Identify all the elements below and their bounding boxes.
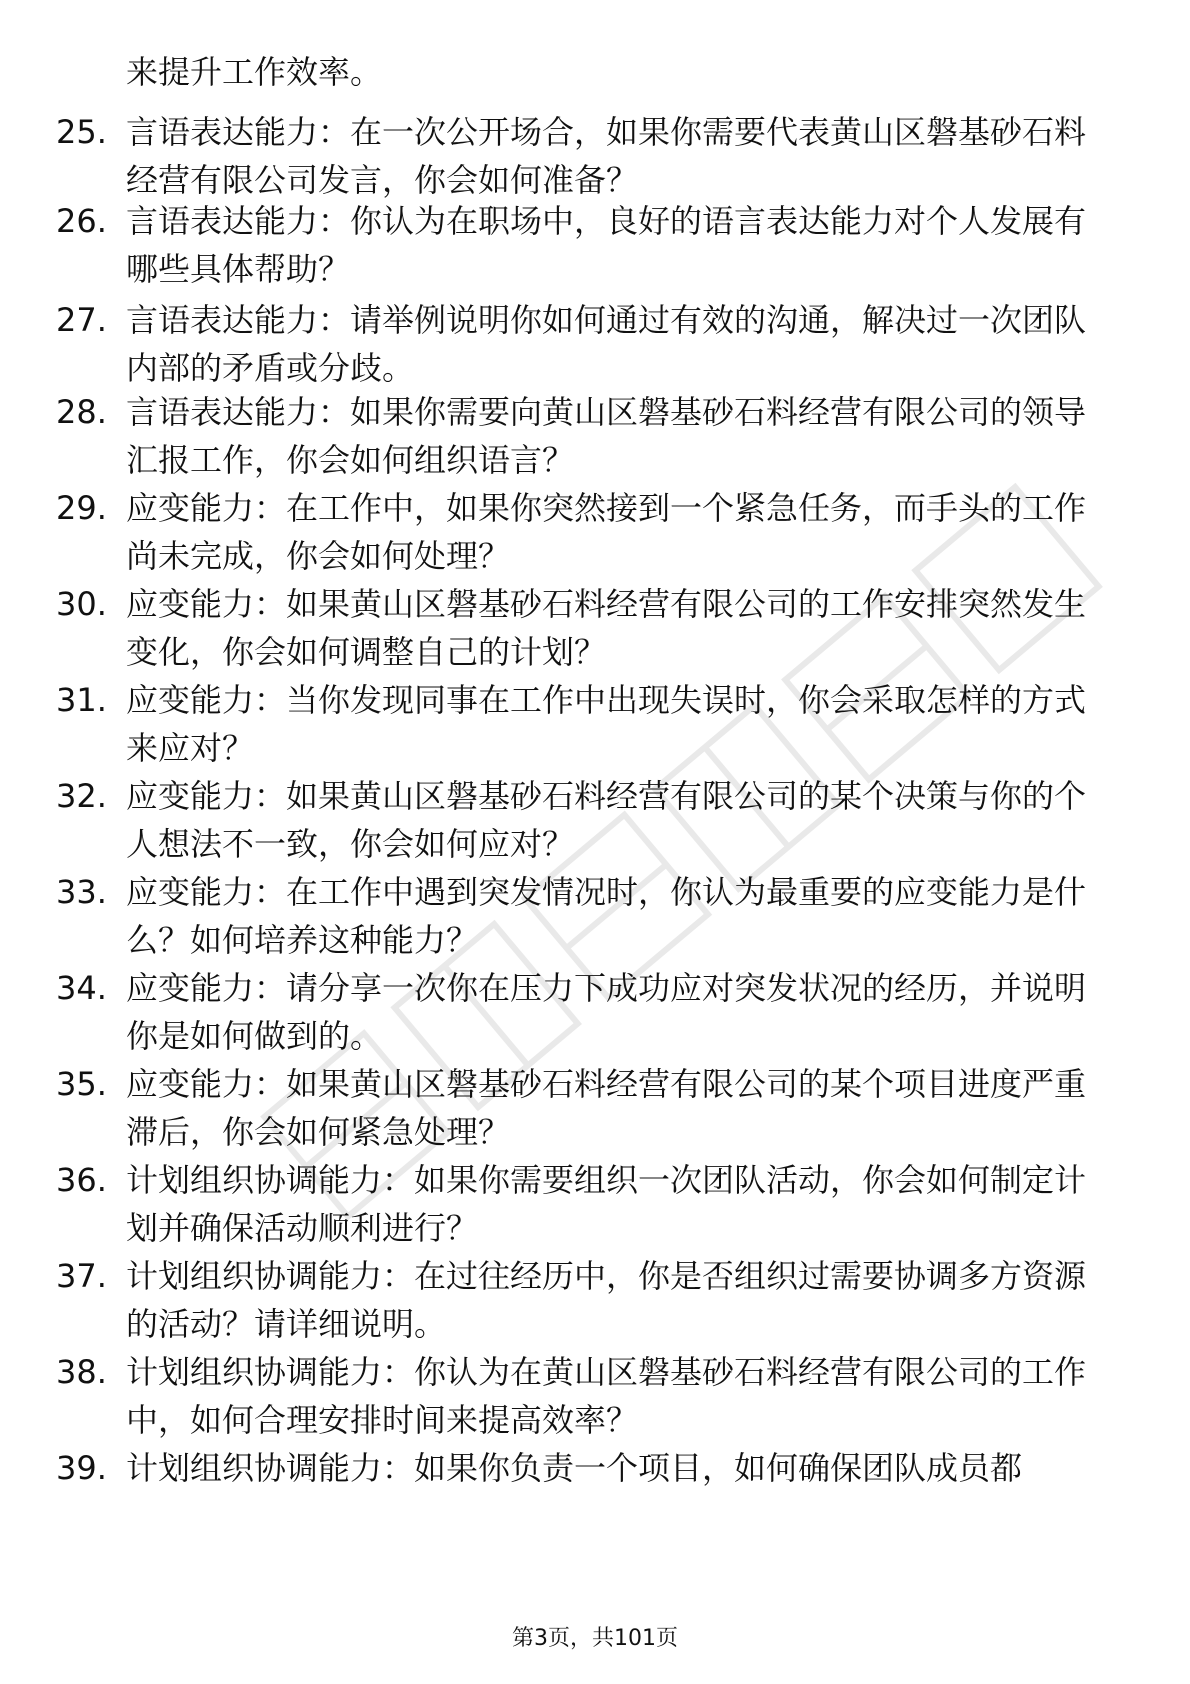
question-number: 28. <box>56 393 107 431</box>
question-item <box>0 1444 1190 1492</box>
question-text: 应变能力：如果黄山区磐基砂石料经营有限公司的某个决策与你的个人想法不一致，你会如何应对？ <box>126 777 1087 863</box>
question-text: 应变能力：在工作中遇到突发情况时，你认为最重要的应变能力是什么？如何培养这种能力？ <box>126 873 1087 959</box>
question-item <box>0 580 1190 676</box>
question-number: 29. <box>56 489 107 527</box>
question-text: 言语表达能力：如果你需要向黄山区磐基砂石料经营有限公司的领导汇报工作，你会如何组织语言？ <box>126 393 1087 479</box>
question-number: 38. <box>56 1353 107 1391</box>
question-item <box>0 108 1190 204</box>
question-number: 39. <box>56 1449 107 1487</box>
question-item <box>0 388 1190 484</box>
question-text: 计划组织协调能力：如果你负责一个项目，如何确保团队成员都 <box>126 1449 1023 1487</box>
question-text: 应变能力：请分享一次你在压力下成功应对突发状况的经历，并说明你是如何做到的。 <box>126 969 1087 1055</box>
question-number: 31. <box>56 681 107 719</box>
question-number: 36. <box>56 1161 107 1199</box>
question-item <box>0 1060 1190 1156</box>
question-number: 30. <box>56 585 107 623</box>
question-item <box>0 296 1190 392</box>
question-item <box>0 868 1190 964</box>
question-item <box>0 772 1190 868</box>
question-text: 应变能力：如果黄山区磐基砂石料经营有限公司的工作安排突然发生变化，你会如何调整自己的计划？ <box>126 585 1087 671</box>
question-item <box>0 1156 1190 1252</box>
question-text: 计划组织协调能力：在过往经历中，你是否组织过需要协调多方资源的活动？请详细说明。 <box>126 1257 1087 1343</box>
page-footer: 第3页，共101页 <box>512 1626 678 1651</box>
question-item <box>0 197 1190 293</box>
continuation-line: 来提升工作效率。 <box>126 53 383 91</box>
question-text: 言语表达能力：请举例说明你如何通过有效的沟通，解决过一次团队内部的矛盾或分歧。 <box>126 301 1087 387</box>
question-number: 33. <box>56 873 107 911</box>
question-text: 应变能力：在工作中，如果你突然接到一个紧急任务，而手头的工作尚未完成，你会如何处理？ <box>126 489 1087 575</box>
question-text: 应变能力：如果黄山区磐基砂石料经营有限公司的某个项目进度严重滞后，你会如何紧急处理？ <box>126 1065 1087 1151</box>
question-text: 言语表达能力：你认为在职场中，良好的语言表达能力对个人发展有哪些具体帮助？ <box>126 202 1087 288</box>
question-item <box>0 676 1190 772</box>
question-text: 计划组织协调能力：你认为在黄山区磐基砂石料经营有限公司的工作中，如何合理安排时间来提高效率？ <box>126 1353 1087 1439</box>
question-number: 27. <box>56 301 107 339</box>
question-number: 32. <box>56 777 107 815</box>
question-text: 应变能力：当你发现同事在工作中出现失误时，你会采取怎样的方式来应对？ <box>126 681 1087 767</box>
question-number: 26. <box>56 202 107 240</box>
question-item <box>0 1348 1190 1444</box>
question-number: 34. <box>56 969 107 1007</box>
question-item <box>0 1252 1190 1348</box>
question-item <box>0 964 1190 1060</box>
question-item <box>0 484 1190 580</box>
question-text: 言语表达能力：在一次公开场合，如果你需要代表黄山区磐基砂石料经营有限公司发言，你会如何准备？ <box>126 113 1087 199</box>
question-text: 计划组织协调能力：如果你需要组织一次团队活动，你会如何制定计划并确保活动顺利进行？ <box>126 1161 1087 1247</box>
question-number: 35. <box>56 1065 107 1103</box>
question-number: 25. <box>56 113 107 151</box>
question-number: 37. <box>56 1257 107 1295</box>
